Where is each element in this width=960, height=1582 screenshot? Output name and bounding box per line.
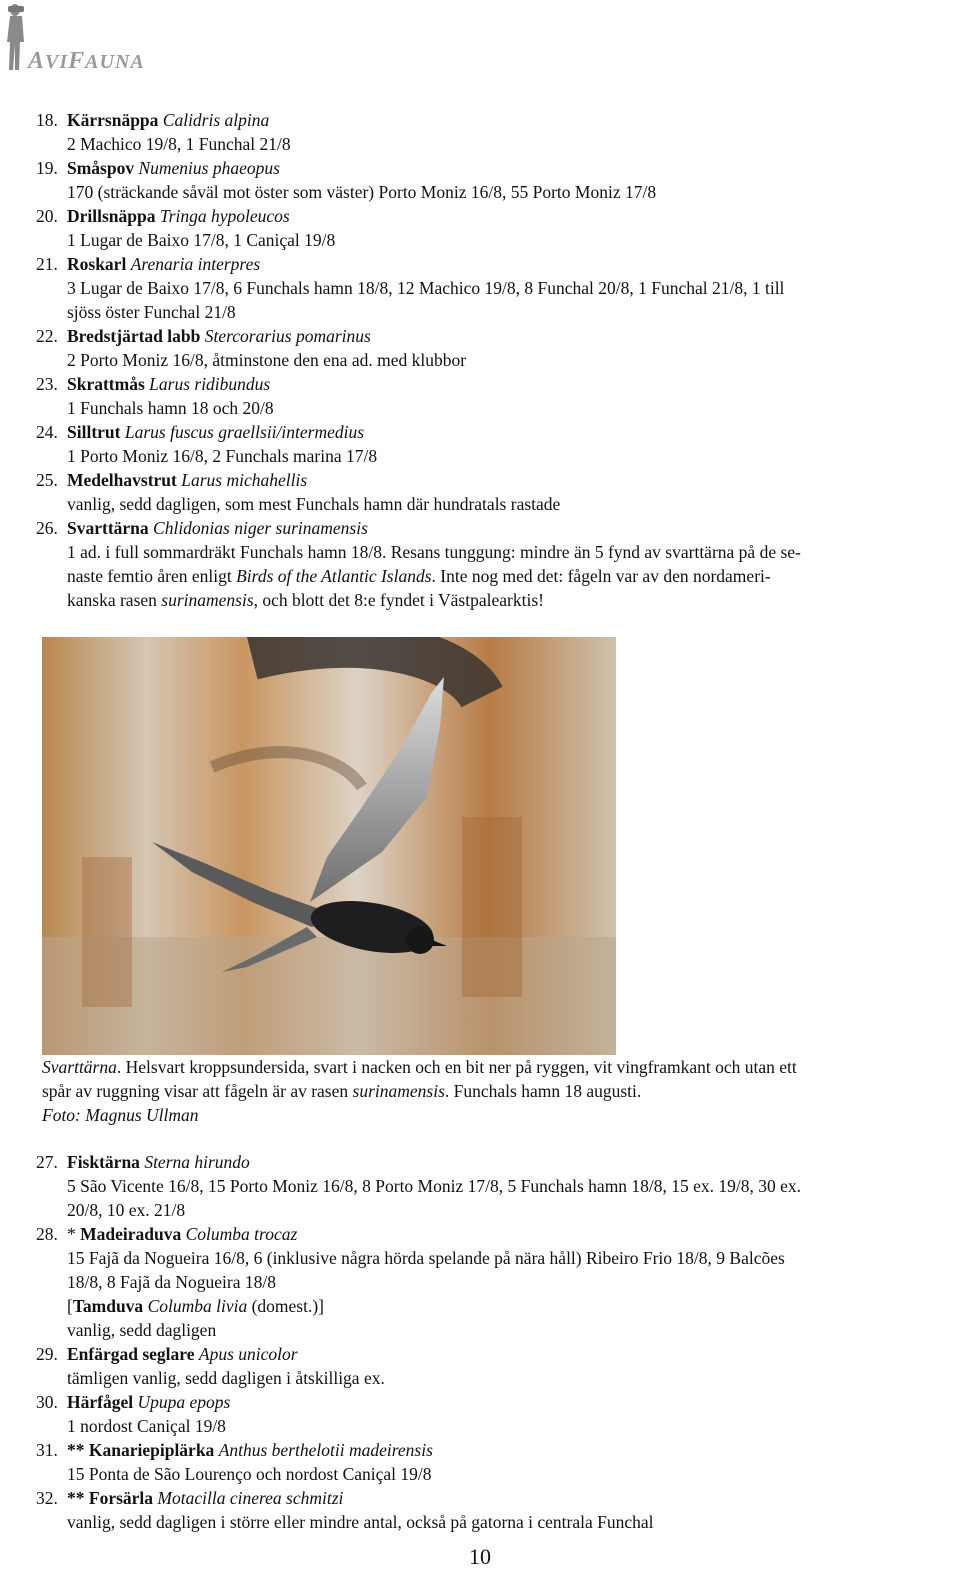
list-item-svarttarna: 26. Svarttärna Chlidonias niger surinamensis 1 ad. i full sommardräkt Funchals hamn 18/8. Resans tunggung: mindre än 5 fynd av svarttärna på de se- naste femtio åren enligt Birds of the Atlantic Islands. Inte nog med det: fågeln var av den nordameri- kanska rasen surinamensis, och blott det 8:e fyndet i Västpalearktis!: [36, 516, 954, 612]
observation: 170 (sträckande såväl mot öster som väster) Porto Moniz 16/8, 55 Porto Moniz 17/8: [67, 182, 657, 202]
list-item: 22. Bredstjärtad labb Stercorarius pomarinus 2 Porto Moniz 16/8, åtminstone den ena ad. med klubbor: [36, 324, 954, 372]
observation: 1 Funchals hamn 18 och 20/8: [67, 398, 274, 418]
observation: naste femtio åren enligt Birds of the Atlantic Islands. Inte nog med det: fågeln var av den nordameri-: [67, 566, 771, 586]
species-latin: Arenaria interpres: [130, 254, 261, 274]
black-tern-photo: [42, 637, 616, 1055]
species-list-top: [36, 108, 954, 612]
observation: sjöss öster Funchal 21/8: [67, 302, 236, 322]
list-item: 19. Småspov Numenius phaeopus 170 (sträckande såväl mot öster som väster) Porto Moniz 16/8, 55 Porto Moniz 17/8: [36, 156, 954, 204]
birdwatcher-logo-icon: [2, 2, 30, 72]
page-number: 10: [469, 1544, 491, 1569]
species-name: Kanariepiplärka: [88, 1440, 215, 1460]
tamduva-entry: [Tamduva Columba livia (domest.)]: [67, 1296, 325, 1316]
species-name: Svarttärna: [67, 518, 149, 538]
species-latin: Larus fuscus graellsii/intermedius: [124, 422, 365, 442]
list-item: 21. Roskarl Arenaria interpres 3 Lugar de Baixo 17/8, 6 Funchals hamn 18/8, 12 Machico 19/8, 8 Funchal 20/8, 1 Funchal 21/8, 1 till sjöss öster Funchal 21/8: [36, 252, 954, 324]
species-name: Kärrsnäppa: [67, 110, 159, 130]
species-name: Härfågel: [67, 1392, 134, 1412]
species-name: Silltrut: [67, 422, 121, 442]
list-item: 30. Härfågel Upupa epops 1 nordost Caniçal 19/8: [36, 1392, 231, 1436]
species-latin: Sterna hirundo: [144, 1152, 250, 1172]
tern-photo-illustration: [42, 637, 616, 1055]
list-item: 25. Medelhavstrut Larus michahellis vanlig, sedd dagligen, som mest Funchals hamn där hundratals rastade: [36, 468, 954, 516]
species-name: Drillsnäppa: [67, 206, 156, 226]
header: [0, 0, 200, 80]
list-item: 18. Kärrsnäppa Calidris alpina 2 Machico 19/8, 1 Funchal 21/8: [36, 108, 954, 156]
species-latin: Larus ridibundus: [149, 374, 271, 394]
species-name: Forsärla: [88, 1488, 154, 1508]
species-name: Fisktärna: [67, 1152, 140, 1172]
observation: 1 Lugar de Baixo 17/8, 1 Caniçal 19/8: [67, 230, 336, 250]
observation: kanska rasen surinamensis, och blott det 8:e fyndet i Västpalearktis!: [67, 590, 544, 610]
observation: 1 ad. i full sommardräkt Funchals hamn 18/8. Resans tunggung: mindre än 5 fynd av svarttärna på de se-: [67, 542, 801, 562]
species-latin: Tringa hypoleucos: [159, 206, 290, 226]
observation: 2 Porto Moniz 16/8, åtminstone den ena ad. med klubbor: [67, 350, 467, 370]
species-name: Skrattmås: [67, 374, 145, 394]
observation: 2 Machico 19/8, 1 Funchal 21/8: [67, 134, 291, 154]
observation: vanlig, sedd dagligen, som mest Funchals hamn där hundratals rastade: [67, 494, 561, 514]
species-name: Madeiraduva: [80, 1224, 182, 1244]
list-item: 29. Enfärgad seglare Apus unicolor tämligen vanlig, sedd dagligen i åtskilliga ex.: [36, 1344, 385, 1388]
species-name: Bredstjärtad labb: [67, 326, 201, 346]
species-name: Enfärgad seglare: [67, 1344, 195, 1364]
species-list-bottom: [36, 1150, 954, 1534]
species-name: Roskarl: [67, 254, 127, 274]
list-item: 31. ** Kanariepiplärka Anthus berthelotii madeirensis 15 Ponta de São Lourenço och nordost Caniçal 19/8: [36, 1440, 433, 1484]
observation: 3 Lugar de Baixo 17/8, 6 Funchals hamn 18/8, 12 Machico 19/8, 8 Funchal 20/8, 1 Funchal 21/8, 1 till: [67, 278, 785, 298]
list-item: 28. * Madeiraduva Columba trocaz 15 Fajã da Nogueira 16/8, 6 (inklusive några hörda spelande på nära håll) Ribeiro Frio 18/8, 9 Balcões 18/8, 8 Fajã da Nogueira 18/8 [Tamduva Columba livia (domest.)] vanlig, sedd dagligen: [36, 1222, 954, 1342]
species-latin: Calidris alpina: [162, 110, 270, 130]
list-item: 27. Fisktärna Sterna hirundo 5 São Vicente 16/8, 15 Porto Moniz 16/8, 8 Porto Moniz 17/8, 5 Funchals hamn 18/8, 15 ex. 19/8, 30 ex. 20/8, 10 ex. 21/8: [36, 1152, 802, 1220]
species-latin: Apus unicolor: [198, 1344, 298, 1364]
species-latin: Anthus berthelotii madeirensis: [218, 1440, 433, 1460]
logo-wordmark: AVIFAUNA: [28, 48, 145, 74]
species-latin: Larus michahellis: [181, 470, 308, 490]
species-latin: Stercorarius pomarinus: [204, 326, 371, 346]
species-name: Småspov: [67, 158, 135, 178]
species-latin: Upupa epops: [137, 1392, 231, 1412]
species-latin: Numenius phaeopus: [138, 158, 280, 178]
photo-credit: Foto: Magnus Ullman: [42, 1105, 199, 1125]
species-latin: Motacilla cinerea schmitzi: [157, 1488, 344, 1508]
list-item: 23. Skrattmås Larus ridibundus 1 Funchals hamn 18 och 20/8: [36, 372, 954, 420]
species-latin: Chlidonias niger surinamensis: [153, 518, 368, 538]
photo-caption: Svarttärna. Helsvart kroppsundersida, svart i nacken och en bit ner på ryggen, vit vingframkant och utan ett spår av ruggning visar att fågeln är av rasen surinamensis. Funchals hamn 18 augusti. Foto: Magnus Ullman: [42, 1057, 797, 1125]
observation: 1 Porto Moniz 16/8, 2 Funchals marina 17/8: [67, 446, 378, 466]
species-latin: Columba trocaz: [185, 1224, 298, 1244]
list-item: 20. Drillsnäppa Tringa hypoleucos 1 Lugar de Baixo 17/8, 1 Caniçal 19/8: [36, 204, 954, 252]
list-item: 24. Silltrut Larus fuscus graellsii/intermedius 1 Porto Moniz 16/8, 2 Funchals marina 17/8: [36, 420, 954, 468]
list-item: 32. ** Forsärla Motacilla cinerea schmitzi vanlig, sedd dagligen i större eller mindre antal, också på gatorna i centrala Funchal: [36, 1488, 654, 1532]
species-name: Medelhavstrut: [67, 470, 177, 490]
